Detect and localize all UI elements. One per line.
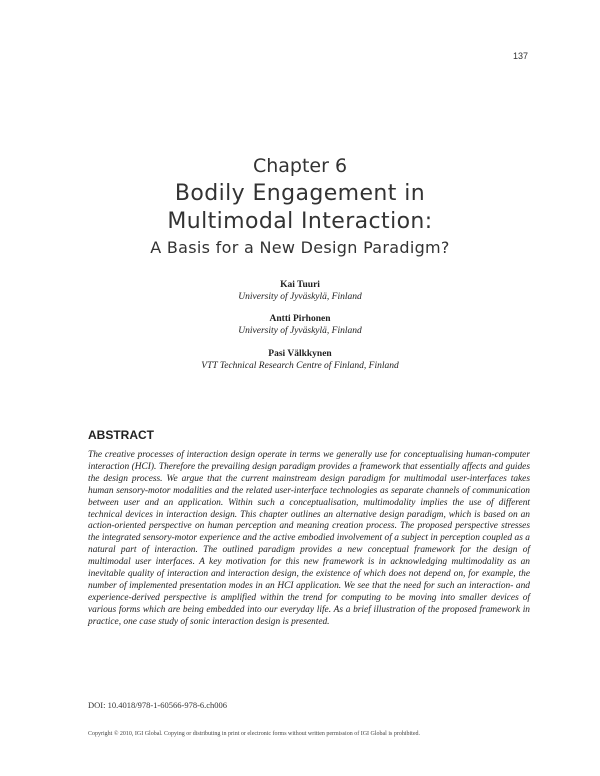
- abstract-heading: ABSTRACT: [88, 428, 154, 442]
- abstract-body: The creative processes of interaction design operate in terms we generally use for conceptualising human-computer interaction (HCI). Therefore the prevailing design paradigm provides a framework that essentially affects and guides the design process. We argue that the current mainstream design paradigm for multimodal user-interfaces takes human sensory-motor modalities and the related user-interface technologies as separate channels of communication between user and an application. Within such a conceptualisation, multimodality implies the use of different technical devices in interaction design. This chapter outlines an alternative design paradigm, which is based on an action-oriented perspective on human perception and meaning creation process. The proposed perspective stresses the integrated sensory-motor experience and the active embodied involvement of a subject in perception coupled as a natural part of interaction. The outlined paradigm provides a new conceptual framework for the design of multimodal user interfaces. A key motivation for this new framework is in acknowledging multimodality as an inevitable quality of interaction and interaction design, the existence of which does not depend on, for example, the number of implemented presentation modes in an HCI application. We see that the need for such an interaction- and experience-derived perspective is amplified within the trend for computing to be moving into smaller devices of various forms which are being embedded into our everyday life. As a brief illustration of the proposed framework in practice, one case study of sonic interaction design is presented.: [88, 450, 530, 627]
- author-name: Kai Tuuri: [280, 280, 320, 290]
- author-name: Antti Pirhonen: [269, 314, 331, 324]
- doi: DOI: 10.4018/978-1-60566-978-6.ch006: [88, 700, 228, 710]
- author-affiliation: University of Jyväskylä, Finland: [238, 292, 362, 302]
- chapter-title: [0, 180, 600, 236]
- title-line-1: Bodily Engagement in: [174, 181, 426, 206]
- author-block: [0, 313, 600, 337]
- title-line-2: Multimodal Interaction:: [167, 209, 433, 234]
- author-affiliation: University of Jyväskylä, Finland: [238, 326, 362, 336]
- chapter-label: Chapter 6: [252, 155, 348, 177]
- author-block: [0, 348, 600, 372]
- author-affiliation: VTT Technical Research Centre of Finland, Finland: [201, 361, 399, 371]
- copyright-notice: Copyright © 2010, IGI Global. Copying or distributing in print or electronic forms without written permission of IGI Global is prohibited.: [88, 731, 421, 737]
- chapter-subtitle: A Basis for a New Design Paradigm?: [150, 238, 450, 257]
- author-block: [0, 279, 600, 303]
- author-name: Pasi Välkkynen: [268, 349, 332, 359]
- page-number: 137: [512, 51, 528, 61]
